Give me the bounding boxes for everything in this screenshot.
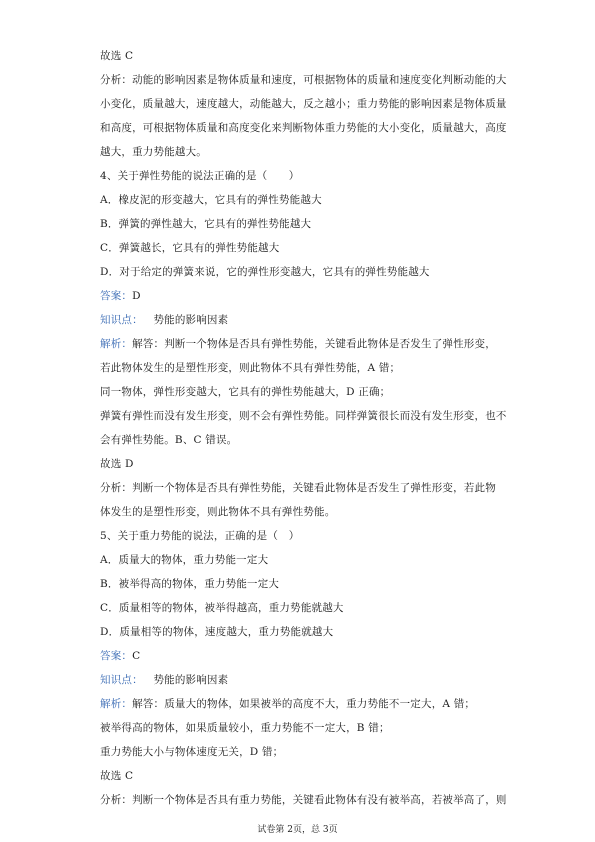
analysis-line: 同一物体，弹性形变越大，它具有的弹性势能越大，D 正确； — [100, 386, 391, 398]
answer-label: 答案： — [100, 290, 133, 302]
question-5-knowledge — [100, 673, 228, 687]
question-4-knowledge — [100, 313, 228, 327]
answer-value: D — [132, 290, 141, 302]
analysis-line: 若此物体发生的是塑性形变，则此物体不具有弹性势能，A 错； — [100, 362, 401, 374]
fenxi-line: 分析：判断一个物体是否具有重力势能，关键看此物体有没有被举高，若被举高了，则 — [100, 794, 507, 806]
analysis-line: 被举得高的物体，如果质量较小，重力势能不一定大，B 错； — [100, 722, 390, 734]
question-4-option-c: C．弹簧越长，它具有的弹性势能越大 — [100, 242, 280, 254]
analysis-line: 小变化，质量越大，速度越大，动能越大，反之越小；重力势能的影响因素是物体质量 — [100, 98, 507, 110]
question-4-analysis — [100, 337, 496, 351]
analysis-line: 会有弹性势能。B、C 错误。 — [100, 434, 238, 446]
answer-label: 答案： — [100, 650, 133, 662]
fenxi-line: 体发生的是塑性形变，则此物体不具有弹性势能。 — [100, 506, 336, 518]
question-5-analysis — [100, 697, 475, 711]
analysis-text: 解答：质量大的物体，如果被举的高度不大，重力势能不一定大，A 错； — [132, 698, 476, 710]
choose-line-q3: 故选 C — [100, 50, 134, 62]
analysis-text: 解答：判断一个物体是否具有弹性势能，关键看此物体是否发生了弹性形变， — [132, 338, 496, 350]
choose-line-q5: 故选 C — [100, 770, 134, 782]
question-5-option-a: A．质量大的物体，重力势能一定大 — [100, 554, 269, 566]
question-5-option-b: B．被举得高的物体，重力势能一定大 — [100, 578, 280, 590]
analysis-line: 越大，重力势能越大。 — [100, 146, 207, 158]
analysis-label: 解析： — [100, 698, 133, 710]
fenxi-line: 分析：判断一个物体是否具有弹性势能，关键看此物体是否发生了弹性形变，若此物 — [100, 482, 496, 494]
question-5-stem: 5、关于重力势能的说法，正确的是（ ） — [100, 530, 300, 542]
question-5-option-d: D．质量相等的物体，速度越大，重力势能就越大 — [100, 626, 334, 638]
question-4-stem: 4、关于弹性势能的说法正确的是（ ） — [100, 170, 300, 182]
page-footer: 试卷第 2页，总 3页 — [257, 825, 338, 835]
knowledge-value: 势能的影响因素 — [153, 314, 229, 326]
question-4-option-a: A．橡皮泥的形变越大，它具有的弹性势能越大 — [100, 194, 322, 206]
question-5-answer — [100, 649, 140, 663]
analysis-line: 重力势能大小与物体速度无关，D 错； — [100, 746, 284, 758]
question-4-option-d: D．对于给定的弹簧来说，它的弹性形变越大，它具有的弹性势能越大 — [100, 266, 430, 278]
question-4-option-b: B．弹簧的弹性越大，它具有的弹性势能越大 — [100, 218, 312, 230]
knowledge-label: 知识点： — [100, 674, 143, 686]
knowledge-value: 势能的影响因素 — [153, 674, 229, 686]
analysis-line: 和高度，可根据物体质量和高度变化来判断物体重力势能的大小变化，质量越大，高度 — [100, 122, 507, 134]
analysis-line: 弹簧有弹性而没有发生形变，则不会有弹性势能。同样弹簧很长而没有发生形变，也不 — [100, 410, 507, 422]
question-5-option-c: C．质量相等的物体，被举得越高，重力势能就越大 — [100, 602, 344, 614]
question-4-answer — [100, 289, 141, 303]
choose-line-q4: 故选 D — [100, 458, 134, 470]
analysis-line: 分析：动能的影响因素是物体质量和速度，可根据物体的质量和速度变化判断动能的大 — [100, 74, 507, 86]
knowledge-label: 知识点： — [100, 314, 143, 326]
analysis-label: 解析： — [100, 338, 133, 350]
answer-value: C — [132, 650, 141, 662]
